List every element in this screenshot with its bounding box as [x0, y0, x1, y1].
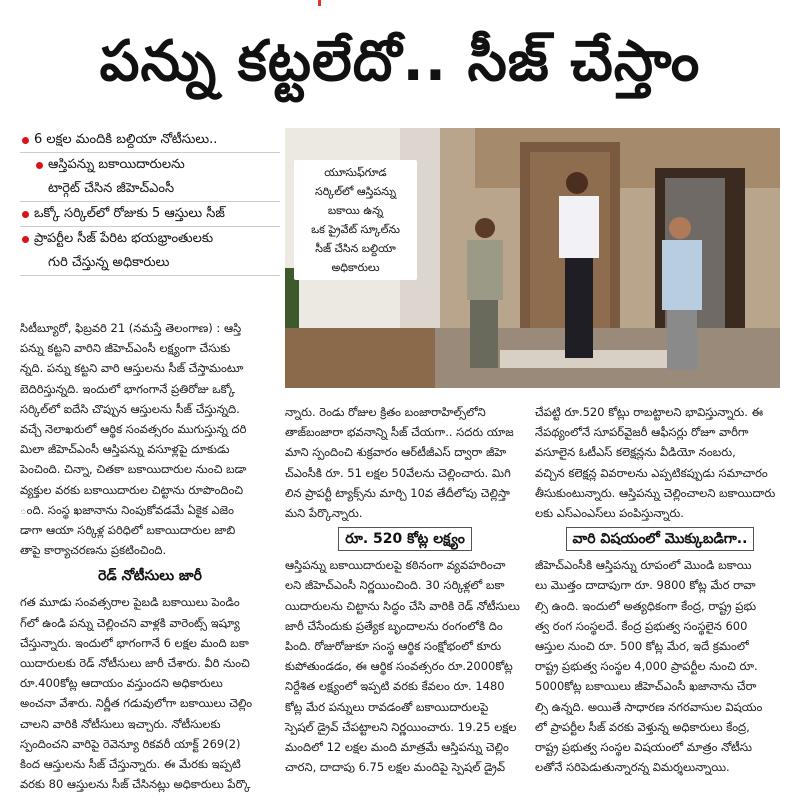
body-line: లు మొత్తం దాదాపుగా రూ. 9800 కోట్ల మేర రావా [535, 578, 756, 593]
bullet-dot [22, 211, 29, 218]
body-line: నిర్దేశిత లక్ష్యంలో ఇప్పటి వరకు కేవలం రూ. 1480 [285, 679, 505, 694]
body-line: కోట్ల మేర పన్నులు రావడంతో బకాయిదారులపై [285, 699, 489, 714]
highlight-item [20, 153, 280, 177]
body-line: చ్ఎంసీకి రూ. 51 లక్షల 50వేలను చెల్లించారు. మిగి [285, 465, 511, 480]
body-line: రాష్ట్ర ప్రభుత్వ సంస్థల 4,000 ప్రాపర్టీల నుంచి రూ. [535, 659, 758, 674]
highlight-item [20, 202, 280, 227]
highlight-item [20, 177, 280, 202]
body-line: లతోనే సరిపెడుతున్నారన్న విమర్శలున్నాయి. [535, 760, 730, 775]
highlight-text: గురి చేస్తున్న అధికారులు [48, 255, 170, 270]
body-line: యిదారులను చిట్టాను సిద్ధం చేసి వారికి రెడ్ నోటీసులు [285, 598, 520, 613]
body-line: అంచనా వేశారు. నిర్ణీత గడువులోగా బకాయిలు చెల్లిం [20, 696, 253, 711]
highlight-item [20, 251, 280, 276]
caption-line: యూసుఫ్‌గూడ [324, 166, 387, 179]
body-line: చాలని వారికి నోటీసులు ఇచ్చారు. నోటీసులకు [20, 716, 221, 731]
body-line: ంది. సంస్థ ఖజానాను నింపుకోవడమే ఏకైక ఎజెం [20, 502, 234, 517]
body-line: న్నది. పన్ను కట్టని వారి ఆస్తులను సీజ్ చేస్తామంటూ [20, 361, 244, 376]
highlight-text: 6 లక్షల మందికి బల్దియా నోటీసులు.. [34, 132, 218, 147]
body-line: మిలా జీహెచ్ఎంసీ ఆస్తిపన్ను వసూళ్లపై దూకుడు [20, 442, 230, 457]
body-line: కింద ఆస్తులను సీజ్ చేస్తున్నారు. ఈ మేరకు ఇప్పటి [20, 757, 241, 772]
body-line: వ్యక్తుల వరకు బకాయిదారుల చిట్టాను రూపొందించి [20, 482, 244, 497]
body-line: నేపథ్యంలోనే సూపర్‌వైజరీ ఆఫీసర్లు రోజూ వారీగా [535, 425, 749, 440]
caption-line: అధికారులు [331, 261, 380, 274]
body-line: వచ్చిన కలెక్షన్ల వివరాలను ఎప్పటికప్పుడు సమాచారం [535, 465, 768, 480]
highlight-text: ఒక్కో సర్కిల్‌లో రోజుకు 5 ఆస్తులు సీజ్ [34, 206, 225, 221]
body-line: పన్ను కట్టని వారిని జీహెచ్ఎంసీ లక్ష్యంగా చేసుకు [20, 341, 231, 356]
photo-caption [294, 160, 417, 280]
body-line: రాష్ట్ర ప్రభుత్వ సంస్థల విషయంలో మాత్రం నోటీసు [535, 740, 752, 755]
body-line: సర్కిల్‌లో ఐదేసి చొప్పున ఆస్తులను సీజ్ చేస్తున్నది. [20, 401, 240, 416]
caption-line: సర్కిల్‌లో ఆస్తిపన్ను [314, 185, 397, 198]
bullet-dot [36, 162, 43, 169]
body-line: గ్‌లో ఉండి పన్ను చెల్లించని వాళ్లకి వారెంట్స్ ఇష్యూ [20, 615, 240, 630]
highlight-item [20, 128, 280, 153]
body-line: జారీ చేసేందుకు ప్రత్యేక బృందాలను రంగంలోకి దిం [285, 618, 503, 633]
body-line: న్నారు. రెండు రోజుల క్రితం బంజారాహిల్స్‌లోని [285, 405, 486, 419]
caption-line: బకాయి ఉన్న [327, 204, 384, 217]
body-line: ఆస్తుల నుంచి రూ. 500 కోట్ల మేర, ఇదే క్రమంలో [535, 639, 749, 654]
body-line: లకు ఎస్ఎంఎస్‌లు పంపిస్తున్నారు. [535, 506, 684, 521]
body-line: స్పెషల్ డ్రైవ్ చేపట్టాలని నిర్ణయించారు. 19.25 లక్షల [285, 719, 517, 734]
article-column-1 [20, 318, 280, 794]
highlight-text: ఆస్తిపన్ను బకాయిదారులను [48, 157, 185, 172]
subheading [285, 527, 525, 551]
body-line: పింది. రోజురోజుకూ సంస్థ ఆర్థిక సంక్షోభంలో కూరు [285, 639, 502, 654]
bullet-dot [22, 137, 29, 144]
body-line: స్పందించని వారిపై రెవెన్యూ రికవరీ యాక్ట్ 269(2) [20, 736, 241, 751]
body-line: మాని స్పందించి శుక్రవారం ఆర్‌టీజీఎస్ ద్వారా జీహె [285, 445, 507, 460]
body-line: జీహెచ్ఎంసీకి ఆస్తిపన్ను రూపంలో మొండి బకాయి [535, 558, 752, 573]
body-line: ల్సి ఉన్నది. అయితే సాధారణ నగరవాసుల విషయం [535, 699, 763, 714]
body-line: చేస్తున్నారు. ఇందులో భాగంగానే 6 లక్షల మంది బకా [20, 635, 249, 650]
body-line: కుపోతుండడం, ఈ ఆర్థిక సంవత్సరం రూ.2000కోట్ల [285, 659, 513, 674]
highlights-box [20, 128, 280, 276]
subheading: రెడ్ నోటీసులు జారీ [98, 568, 202, 585]
bullet-dot [22, 236, 29, 243]
boxed-subheading: రూ. 520 కోట్ల లక్ష్యం [338, 527, 472, 551]
body-line: 5000కోట్ల బకాయిలు జీహెచ్ఎంసీ ఖజానాను చేరా [535, 679, 757, 694]
highlight-item [20, 227, 280, 251]
highlight-text: ప్రాపర్టీల సీజ్ పేరిట భయభ్రాంతులకు [34, 231, 214, 246]
body-line: డాగా ఆయా సర్కిళ్ల పరిధిలో బకాయిదారుల జాబి [20, 523, 236, 538]
article-column-3 [535, 402, 785, 777]
body-line: ల్సి ఉంది. ఇందులో అత్యధికంగా కేంద్ర, రాష్ట్ర ప్రభు [535, 598, 757, 613]
body-line: యిదారులకు రెడ్ నోటీసులు జారీ చేశారు. వీరి నుంచి [20, 656, 250, 671]
body-line: బెదిరిస్తున్నది. ఇందులో భాగంగానే ప్రతిరోజు ఒక్కో [20, 381, 236, 396]
person-left [467, 218, 503, 368]
body-line: గత మూడు సంవత్సరాల పైబడి బకాయిలు పెండిం [20, 595, 240, 610]
subheading [535, 527, 785, 551]
body-line: లిన ప్రాపర్టీ ట్యాక్స్‌ను మార్చి 10వ తేదీలోపు చెల్లిస్తా [285, 485, 510, 500]
article-column-2 [285, 402, 525, 777]
body-line: లో ప్రాపర్టీల సీజ్ వరకు వెళ్తున్న అధికారులు కేంద్ర, [535, 719, 750, 734]
body-line: వచ్చే నెలాఖరులో ఆర్థిక సంవత్సరం ముగుస్తున్న దరి [20, 422, 247, 437]
body-line: చారని, దాదాపు 6.75 లక్షల మందిపై స్పెషల్ డ్రైవ్ [285, 760, 506, 775]
body-line: తాపై కార్యాచరణను ప్రకటించింది. [20, 543, 167, 558]
body-line: తీసుకుంటున్నారు. ఆస్తిపన్ను చెల్లించాలని బకాయిదారు [535, 485, 776, 500]
caption-line: ఒక ప్రైవేట్ స్కూల్‌ను [311, 223, 400, 236]
body-line: చేపట్టి రూ.520 కోట్లు రాబట్టాలని భావిస్తున్నారు. ఈ [535, 405, 763, 419]
caption-line: సీజ్ చేసిన బల్దియా [315, 242, 396, 255]
body-line: ఆస్తిపన్ను బకాయిదారులపై కఠినంగా వ్యవహరించా [285, 558, 506, 573]
headline: పన్ను కట్టలేదో.. సీజ్ చేస్తాం [99, 29, 701, 94]
highlight-text: టార్గెట్ చేసిన జీహెచ్ఎంసీ [48, 181, 175, 196]
body-line: మందిలో 12 లక్షల మంది మాత్రమే ఆస్తిపన్ను చెల్లిం [285, 740, 509, 755]
body-line: సిటీబ్యూరో, ఫిబ్రవరి 21 (నమస్తే తెలంగాణ) : ఆస్తి [20, 321, 242, 335]
body-line: పెంచింది. చిన్నా, చితకా బకాయిదారుల నుంచి బడా [20, 462, 247, 477]
body-line: లని జీహెచ్ఎంసీ నిర్ణయించింది. 30 సర్కిళ్లలో బకా [285, 578, 505, 593]
body-line: రూ.400కోట్ల ఆదాయం వస్తుందని అధికారులు [20, 676, 223, 691]
person-center [559, 172, 599, 358]
boxed-subheading: వారి విషయంలో మొక్కుబడిగా.. [566, 527, 755, 551]
page-marker [318, 0, 321, 6]
body-line: వసూలైన ఓటీఎస్ కలెక్షన్లను వీడియో నంబరు, [535, 445, 736, 460]
body-line: వరకు 80 ఆస్తులను సీజ్ చేసినట్లు అధికారులు పేర్కొ [20, 777, 251, 792]
body-line: తాజ్‌బంజారా భవనాన్ని సీజ్ చేయగా.. సదరు యాజ [285, 425, 514, 440]
body-line: త్వ రంగ సంస్థలదే. కేంద్ర ప్రభుత్వ సంస్థలైన 600 [535, 618, 748, 633]
body-line: మని పేర్కొన్నారు. [285, 506, 363, 521]
